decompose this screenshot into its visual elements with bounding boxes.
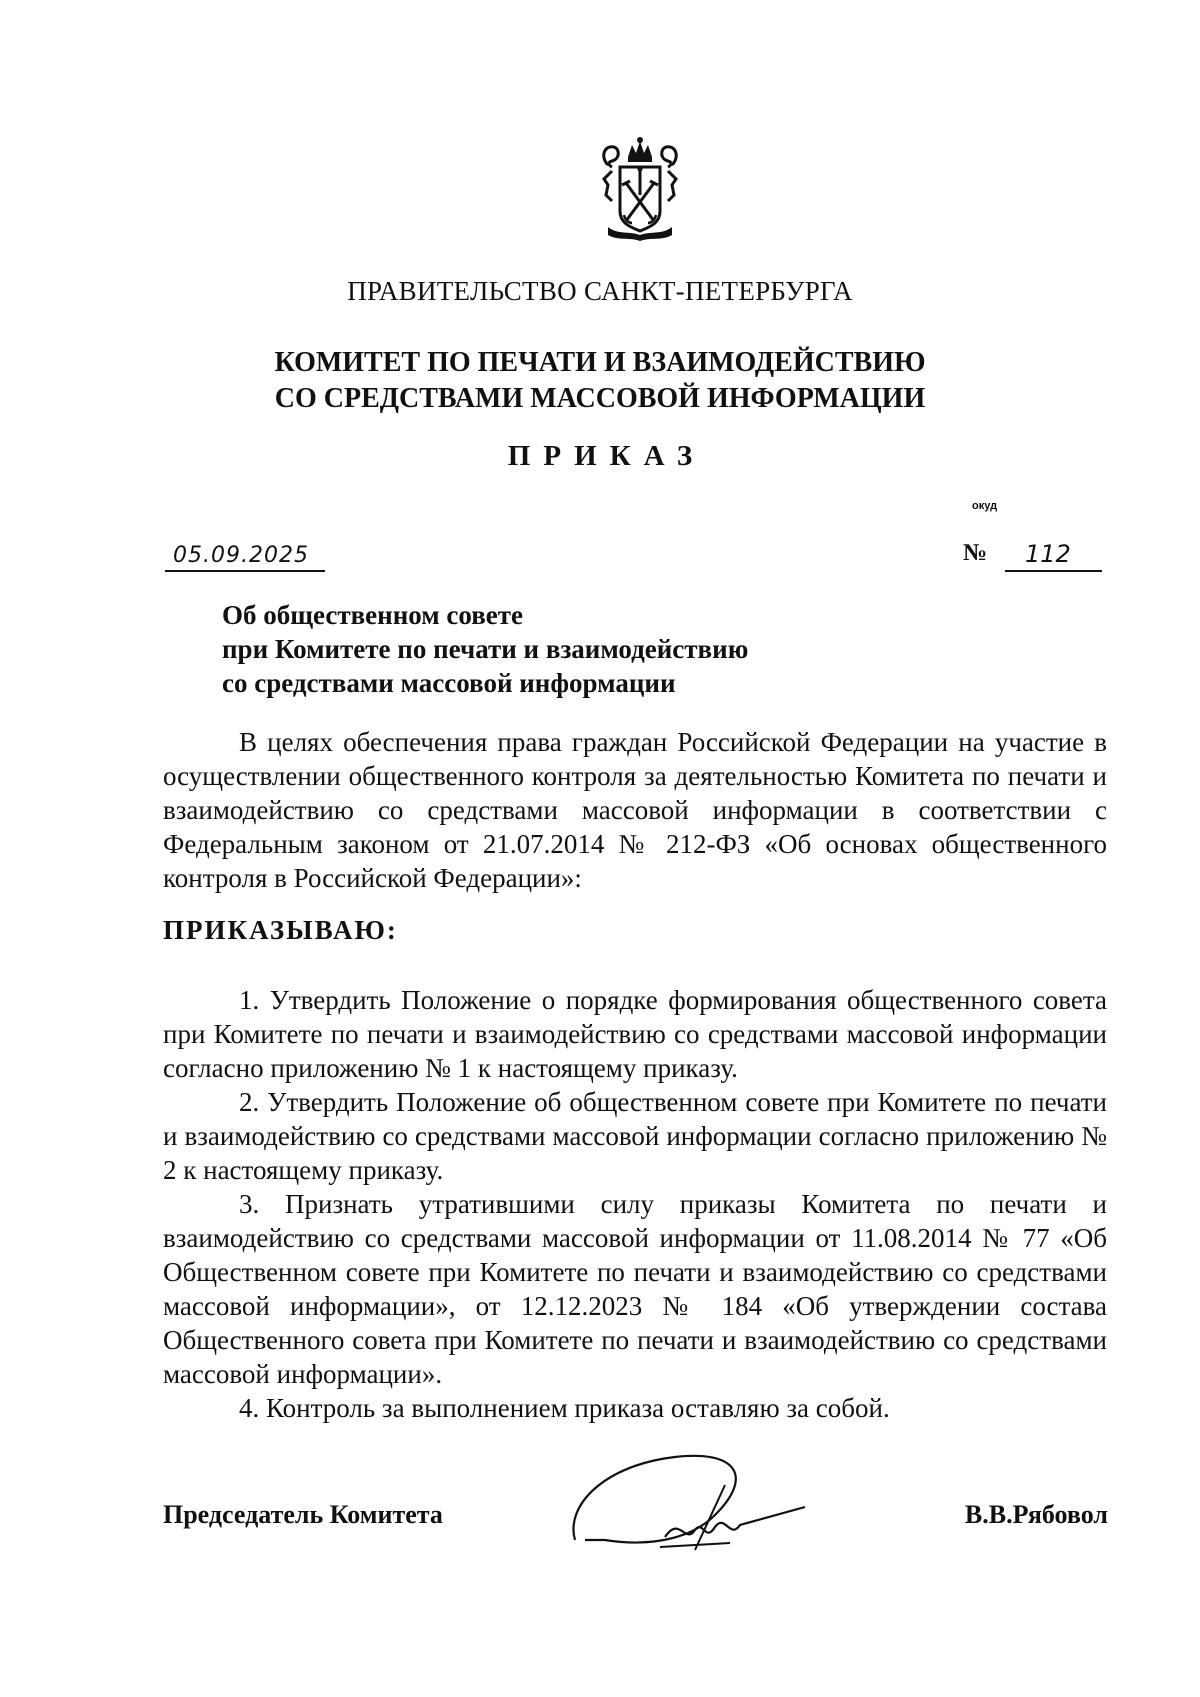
order-items [163,983,1107,1425]
document-type-title: ПРИКАЗ [507,440,706,472]
committee-name-line2: СО СРЕДСТВАМИ МАССОВОЙ ИНФОРМАЦИИ [274,383,926,414]
preamble-paragraph: В целях обеспечения права граждан Российской Федерации на участие в осуществлении общественного контроля за деятельностью Комитета по печати и взаимодействию со средствами массовой информации в соответствии с Федеральным законом от 21.07.2014 № 212-ФЗ «Об основах общественного контроля в Российской Федерации»: [163,727,1107,893]
order-item-4: 4. Контроль за выполнением приказа оставляю за собой. [239,1393,890,1423]
order-number-value: 112 [1025,540,1071,568]
signatory-role: Председатель Комитета [163,1500,443,1529]
committee-name-line1: КОМИТЕТ ПО ПЕЧАТИ И ВЗАИМОДЕЙСТВИЮ [274,347,926,378]
order-date-value: 05.09.2025 [173,543,309,568]
order-subject [222,598,748,700]
okud-label: окуд [972,500,998,512]
subject-line3: со средствами массовой информации [222,668,676,698]
committee-name [0,345,1200,417]
order-item-3: 3. Признать утратившими силу приказы Комитета по печати и взаимодействию со средствами массовой информации от 11.08.2014 № 77 «Об Общественном совете при Комитете по печати и взаимодействию со средствами массовой информации», от 12.12.2023 № 184 «Об утверждении состава Общественного совета при Комитете по печати и взаимодействию со средствами массовой информации». [163,1189,1107,1389]
order-date-field [165,534,325,572]
coat-of-arms-icon [598,135,682,243]
subject-line1: Об общественном совете [222,600,524,630]
order-number-field [1005,534,1102,572]
order-number-label: № [963,540,988,566]
government-name: ПРАВИТЕЛЬСТВО САНКТ-ПЕТЕРБУРГА [347,276,853,306]
signature-icon [565,1445,815,1565]
order-item-2: 2. Утвердить Положение об общественном совете при Комитете по печати и взаимодействию со средствами массовой информации согласно приложению № 2 к настоящему приказу. [163,1087,1107,1185]
signatory-name: В.В.Рябовол [964,1500,1108,1529]
decree-word: ПРИКАЗЫВАЮ: [163,915,398,945]
subject-line2: при Комитете по печати и взаимодействию [222,634,749,664]
order-item-1: 1. Утвердить Положение о порядке формирования общественного совета при Комитете по печати и взаимодействию со средствами массовой информации согласно приложению № 1 к настоящему приказу. [163,985,1107,1083]
